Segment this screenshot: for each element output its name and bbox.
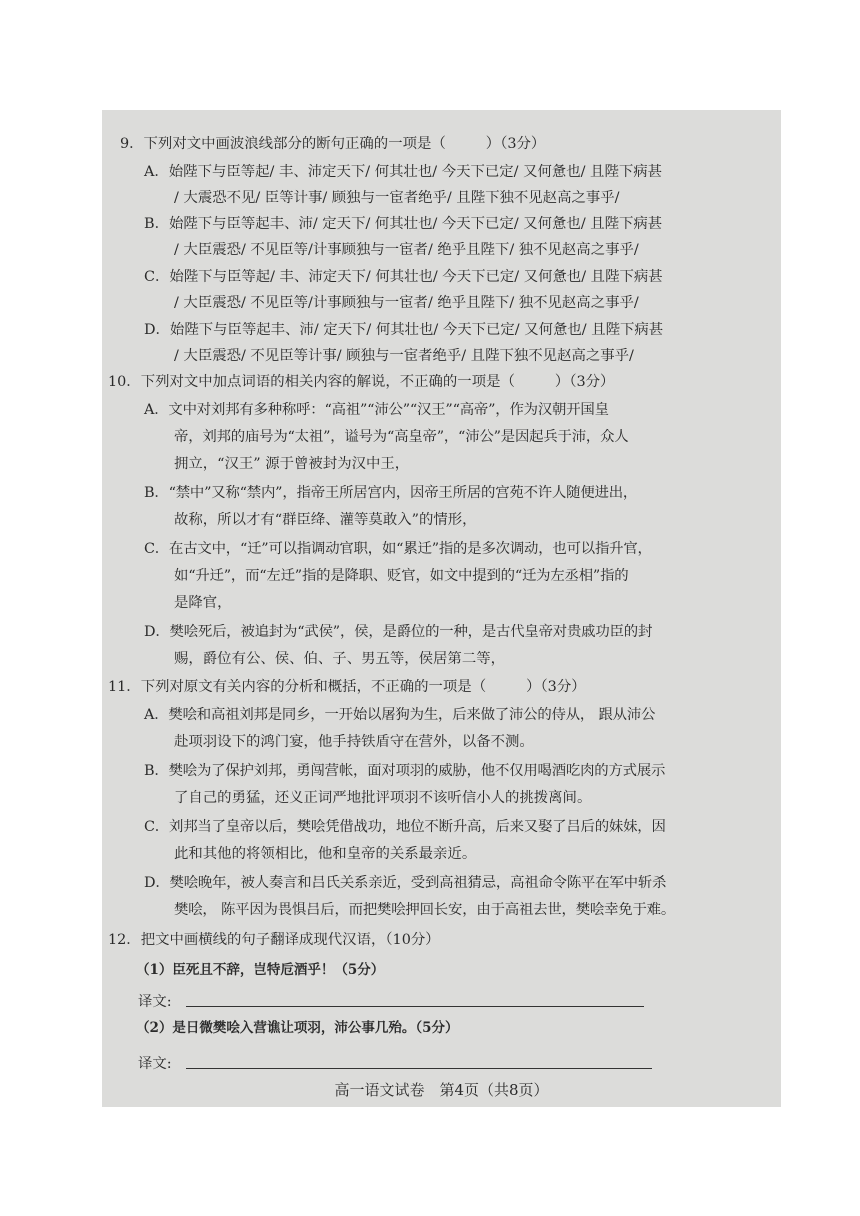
q9-option-c-line1: C．始陛下与臣等起/ 丰、沛定天下/ 何其壮也/ 今天下已定/ 又何惫也/ 且陛下病甚 — [144, 269, 663, 285]
q11-option-c-line1: C．刘邦当了皇帝以后，樊哙凭借战功，地位不断升高，后来又娶了吕后的妹妹，因 — [144, 819, 666, 835]
answer-line-2[interactable] — [186, 1068, 652, 1069]
q10-option-c-line2: 如“升迁”，而“左迁”指的是降职、贬官，如文中提到的“迁为左丞相”指的 — [174, 568, 629, 584]
q12-sentence-2: （2）是日微樊哙入营谯让项羽，沛公事几殆。（5分） — [136, 1020, 459, 1036]
q11-option-b-line2: 了自己的勇猛，还义正词严地批评项羽不该听信小人的挑拨离间。 — [174, 790, 592, 806]
page-footer: 高一语文试卷 第4页（共8页） — [334, 1081, 549, 1099]
q11-option-a-line2: 赴项羽设下的鸿门宴，他手持铁盾守在营外，以备不测。 — [174, 734, 534, 750]
q10-option-d-line2: 赐，爵位有公、侯、伯、子、男五等，侯居第二等， — [174, 651, 505, 667]
q11-option-b-line1: B．樊哙为了保护刘邦，勇闯营帐，面对项羽的威胁，他不仅用喝酒吃肉的方式展示 — [144, 763, 666, 779]
q11-option-d-line1: D．樊哙晚年，被人奏言和吕氏关系亲近，受到高祖猜忌，高祖命令陈平在军中斩杀 — [144, 875, 667, 891]
q9-option-a-line1: A．始陛下与臣等起/ 丰、沛定天下/ 何其壮也/ 今天下已定/ 又何惫也/ 且陛下病甚 — [144, 164, 663, 180]
q12-answer-label-2: 译文: — [138, 1056, 172, 1072]
question-12-stem: 12．把文中画横线的句子翻译成现代汉语，（10分） — [108, 932, 440, 948]
q11-option-c-line2: 此和其他的将领相比，他和皇帝的关系最亲近。 — [174, 846, 477, 862]
q9-option-b-line2: / 大臣震恐/ 不见臣等/计事顾独与一宦者/ 绝乎且陛下/ 独不见赵高之事乎/ — [174, 242, 639, 258]
exam-page — [102, 110, 781, 1107]
q12-sentence-1: （1）臣死且不辞，岂特卮酒乎！（5分） — [136, 962, 385, 978]
q10-option-c-line3: 是降官， — [174, 595, 232, 611]
q9-option-c-line2: / 大臣震恐/ 不见臣等/计事顾独与一宦者/ 绝乎且陛下/ 独不见赵高之事乎/ — [174, 295, 639, 311]
q9-option-d-line1: D．始陛下与臣等起丰、沛/ 定天下/ 何其壮也/ 今天下已定/ 又何惫也/ 且陛下病甚 — [144, 322, 664, 338]
q12-answer-label-1: 译文: — [138, 994, 172, 1010]
question-9-stem: 9．下列对文中画波浪线部分的断句正确的一项是（ ）（3分） — [120, 136, 546, 152]
q9-option-a-line2: / 大震恐不见/ 臣等计事/ 顾独与一宦者绝乎/ 且陛下独不见赵高之事乎/ — [174, 190, 620, 206]
question-10-stem: 10．下列对文中加点词语的相关内容的解说，不正确的一项是（ ）（3分） — [108, 374, 615, 390]
q11-option-d-line2: 樊哙， 陈平因为畏惧吕后，而把樊哙押回长安，由于高祖去世，樊哙幸免于难。 — [174, 902, 676, 918]
q10-option-b-line2: 故称，所以才有“群臣绛、灌等莫敢入”的情形， — [174, 512, 477, 528]
question-11-stem: 11．下列对原文有关内容的分析和概括，不正确的一项是（ ）（3分） — [108, 679, 586, 695]
q9-option-b-line1: B．始陛下与臣等起丰、沛/ 定天下/ 何其壮也/ 今天下已定/ 又何惫也/ 且陛下病甚 — [144, 216, 663, 232]
q10-option-a-line1: A．文中对刘邦有多种称呼：“高祖”“沛公”“汉王”“高帝”，作为汉朝开国皇 — [144, 402, 609, 418]
q10-option-c-line1: C．在古文中，“迁”可以指调动官职，如“累迁”指的是多次调动，也可以指升官， — [144, 541, 652, 557]
answer-line-1[interactable] — [186, 1006, 644, 1007]
q11-option-a-line1: A．樊哙和高祖刘邦是同乡，一开始以屠狗为生，后来做了沛公的侍从， 跟从沛公 — [144, 707, 656, 723]
q10-option-a-line3: 拥立，“汉王” 源于曾被封为汉中王， — [174, 456, 410, 472]
q10-option-d-line1: D．樊哙死后，被追封为“武侯”，侯，是爵位的一种，是古代皇帝对贵戚功臣的封 — [144, 624, 653, 640]
q10-option-b-line1: B．“禁中”又称“禁内”，指帝王所居宫内，因帝王所居的宫苑不许人随便进出， — [144, 485, 638, 501]
q9-option-d-line2: / 大臣震恐/ 不见臣等计事/ 顾独与一宦者绝乎/ 且陛下独不见赵高之事乎/ — [174, 348, 634, 364]
q10-option-a-line2: 帝，刘邦的庙号为“太祖”，谥号为“高皇帝”，“沛公”是因起兵于沛，众人 — [174, 429, 629, 445]
